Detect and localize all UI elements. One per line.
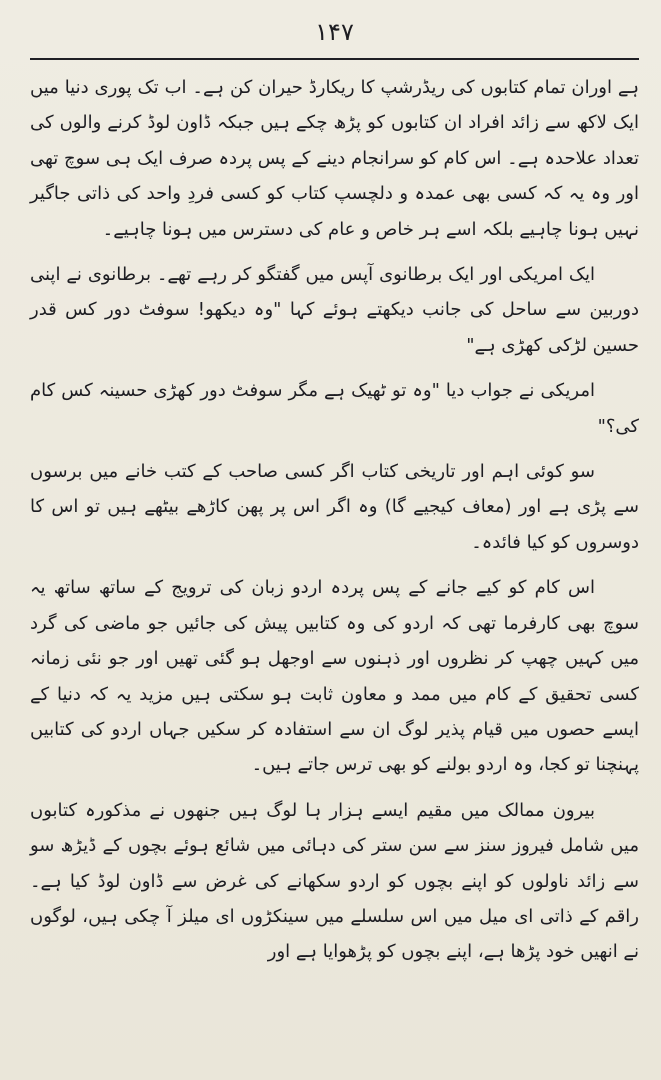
paragraph-4: سو کوئی اہم اور تاریخی کتاب اگر کسی صاحب کے کتب خانے میں برسوں سے پڑی ہے اور (معاف کیجیے گا) وہ اگر اس پر پھن کاڑھے بیٹھے ہیں تو اس کا دوسروں کو کیا فائدہ۔ [30,461,639,553]
page-number: ۱۴۷ [315,18,354,46]
header-rule [30,58,639,60]
body-text [30,70,639,970]
paragraph-5: اس کام کو کیے جانے کے پس پردہ اردو زبان کی ترویج کے ساتھ ساتھ یہ سوچ بھی کارفرما تھی کہ اردو کی وہ کتابیں پیش کی جائیں جو ماضی کی گرد میں کہیں چھپ کر نظروں اور ذہنوں سے اوجھل ہو گئی تھیں اور جو نئی زمانہ کسی تحقیق کے کام میں ممد و معاون ثابت ہو سکتی ہیں مزید یہ کہ دنیا کے ایسے حصوں میں قیام پذیر لوگ ان سے استفادہ کر سکیں جہاں اردو کی کتابیں پہنچنا تو کجا، وہ اردو بولنے کو بھی ترس جاتے ہیں۔ [30,577,639,776]
paragraph-2: ایک امریکی اور ایک برطانوی آپس میں گفتگو کر رہے تھے۔ برطانوی نے اپنی دوربین سے ساحل کی جانب دیکھتے ہوئے کہا "وہ دیکھو! سوفٹ دور کس قدر حسین لڑکی کھڑی ہے" [30,264,639,356]
paragraph-3: امریکی نے جواب دیا "وہ تو ٹھیک ہے مگر سوفٹ دور کھڑی حسینہ کس کام کی؟" [30,380,639,437]
paragraph-1: ہے اوران تمام کتابوں کی ریڈرشپ کا ریکارڈ حیران کن ہے۔ اب تک پوری دنیا میں ایک لاکھ سے زائد افراد ان کتابوں کو پڑھ چکے ہیں جبکہ ڈاون لوڈ کرنے والوں کی تعداد علاحدہ ہے۔ اس کام کو سرانجام دینے کے پس پردہ صرف ایک ہی سوچ تھی اور وہ یہ کہ کسی بھی عمدہ و دلچسپ کتاب کو کسی فردِ واحد کی ذاتی جاگیر نہیں ہونا چاہیے بلکہ اسے ہر خاص و عام کی دسترس میں ہونا چاہیے۔ [30,77,639,240]
paragraph-6: بیرون ممالک میں مقیم ایسے ہزار ہا لوگ ہیں جنھوں نے مذکورہ کتابوں میں شامل فیروز سنز سے سن ستر کی دہائی میں شائع ہوئے بچوں کے ڈیڑھ سو سے زائد ناولوں کو اپنے بچوں کو اردو سکھانے کی غرض سے ڈاون لوڈ کیا ہے۔ راقم کے ذاتی ای میل میں اس سلسلے میں سینکڑوں ای میلز آ چکی ہیں، لوگوں نے انھیں خود پڑھا ہے، اپنے بچوں کو پڑھوایا ہے اور [30,799,639,963]
